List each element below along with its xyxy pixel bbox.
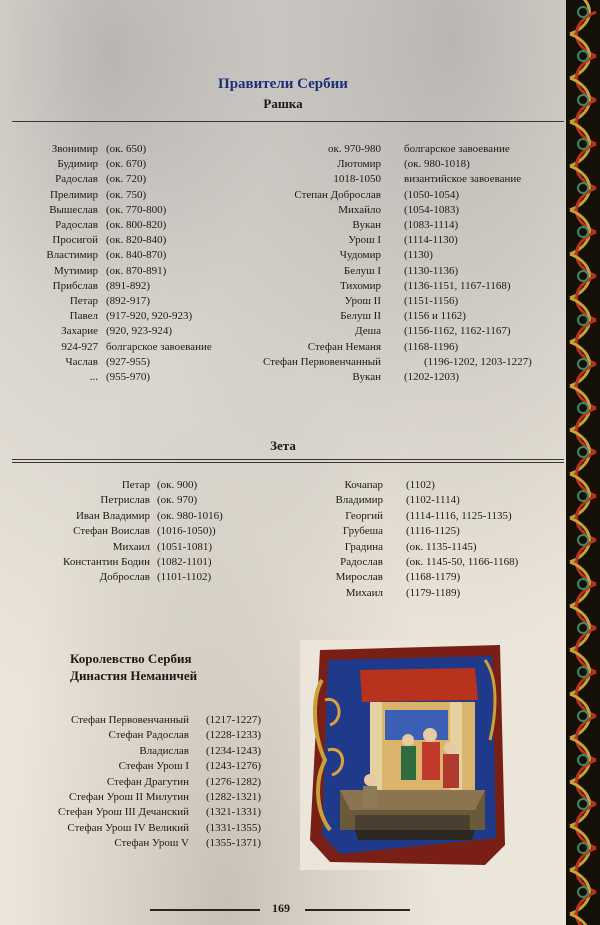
ruler-name: Будимир [57, 158, 98, 171]
reign-dates: болгарское завоевание [404, 143, 510, 155]
ruler-name: Часлав [65, 355, 98, 368]
ruler-name: Вукан [352, 371, 381, 383]
reign-dates: (1276-1282) [206, 775, 261, 788]
ruler-name: Доброслав [99, 571, 150, 584]
ruler-name: Мирослав [335, 571, 383, 584]
reign-dates: (1016-1050)) [157, 525, 216, 538]
page-title: Правители Сербии [218, 76, 348, 92]
reign-dates: (1102-1114) [406, 494, 460, 507]
ruler-name: Константин Бодин [63, 556, 150, 568]
ruler-name: Стефан Урош I [118, 760, 189, 773]
ruler-name: Степан Доброслав [294, 188, 381, 201]
ruler-name: Иван Владимир [75, 509, 150, 522]
kingdom-heading [70, 650, 197, 684]
ruler-name: Павел [69, 310, 98, 323]
divider [12, 121, 564, 122]
reign-dates: (891-892) [106, 279, 150, 292]
reign-dates: (1151-1156) [404, 295, 459, 307]
ruler-name: 1018-1050 [333, 173, 381, 186]
ruler-name: Петар [121, 479, 150, 491]
reign-dates: (1130-1136) [404, 264, 459, 277]
reign-dates: (ок. 980-1016) [157, 509, 223, 522]
reign-dates: (1116-1125) [406, 525, 460, 538]
reign-dates: (1082-1101) [157, 556, 212, 568]
ruler-name: Вышеслав [49, 203, 98, 216]
footer-rule-right [305, 909, 410, 911]
ruler-name: Лютомир [337, 158, 381, 171]
ruler-name: Георгий [345, 509, 383, 522]
reign-dates: (1168-1196) [404, 340, 459, 353]
ruler-name: Прибслав [52, 279, 98, 292]
reign-dates: (ок. 970) [157, 494, 198, 507]
reign-dates: (1179-1189) [406, 586, 461, 599]
ruler-name: Просигой [52, 234, 98, 247]
reign-dates: византийское завоевание [404, 173, 522, 186]
ruler-name: Чудомир [339, 249, 381, 262]
reign-dates: (1282-1321) [206, 791, 261, 803]
reign-dates: (1331-1355) [206, 821, 261, 834]
section-heading-zeta: Зета [270, 438, 296, 453]
ruler-name: Мутимир [53, 264, 98, 277]
ruler-name: Стефан Первовенчанный [263, 355, 381, 368]
reign-dates: (1156-1162, 1162-1167) [404, 325, 511, 338]
ruler-name: Радослав [55, 173, 98, 186]
ruler-name: Урош II [344, 295, 381, 307]
reign-dates: (1054-1083) [404, 203, 459, 216]
ruler-name: Захарие [61, 325, 98, 338]
reign-dates: (1202-1203) [404, 371, 459, 383]
reign-dates: (1114-1116, 1125-1135) [406, 509, 512, 522]
reign-dates: (1102) [406, 479, 435, 491]
footer-rule-left [150, 909, 260, 911]
reign-dates: (ок. 1135-1145) [406, 540, 477, 553]
reign-dates: (927-955) [106, 355, 150, 368]
reign-dates: (892-917) [106, 295, 150, 307]
reign-dates: (1228-1233) [206, 729, 261, 742]
ruler-name: Стефан Драгутин [106, 775, 189, 788]
reign-dates: (955-970) [106, 371, 150, 383]
reign-dates: (ок. 980-1018) [404, 158, 470, 171]
reign-dates: болгарское завоевание [106, 340, 212, 353]
ruler-name: Стефан Радослав [108, 729, 189, 742]
reign-dates: (ок. 800-820) [106, 219, 167, 231]
ruler-name: Михаил [112, 540, 150, 553]
ruler-name: ок. 970-980 [327, 143, 381, 155]
ruler-name: Стефан Неманя [307, 340, 381, 353]
reign-dates: (920, 923-924) [106, 325, 172, 338]
ruler-name: Стефан Урош IV Великий [67, 821, 189, 834]
ruler-name: Стефан Урош II Милутин [68, 791, 189, 803]
ruler-name: Стефан Урош III Дечанский [58, 806, 189, 819]
reign-dates: (ок. 820-840) [106, 234, 167, 247]
reign-dates: (1050-1054) [404, 188, 459, 201]
page-number: 169 [272, 901, 290, 915]
reign-dates: (917-920, 920-923) [106, 310, 193, 323]
ruler-name: Деша [355, 325, 381, 338]
ruler-name: Петрислав [100, 494, 150, 507]
reign-dates: (1243-1276) [206, 760, 261, 773]
illuminated-miniature-image [300, 640, 515, 870]
reign-dates: (1130) [404, 249, 433, 262]
ruler-name: Петар [69, 295, 98, 307]
ruler-name: Стефан Первовенчанный [71, 714, 189, 726]
ruler-name: Михаил [345, 586, 383, 599]
ruler-name: Градина [344, 540, 383, 553]
reign-dates: (1168-1179) [406, 571, 461, 584]
ruler-name: Властимир [46, 249, 98, 262]
ruler-name: Владислав [139, 744, 189, 757]
kingdom-heading-line1: Королевство Сербия [70, 651, 192, 666]
ruler-name: Белуш II [340, 310, 381, 323]
reign-dates: (1114-1130) [404, 234, 458, 247]
reign-dates: (1136-1151, 1167-1168) [404, 279, 511, 292]
ruler-name: Вукан [352, 219, 381, 231]
divider [12, 459, 564, 460]
ruler-name: Радослав [55, 219, 98, 231]
ruler-name: Урош I [348, 234, 381, 247]
reign-dates: (ок. 770-800) [106, 203, 167, 216]
ruler-name: Белуш I [343, 264, 381, 277]
ruler-name: Прелимир [49, 188, 98, 201]
reign-dates: (ок. 1145-50, 1166-1168) [406, 556, 519, 568]
ruler-name: Михайло [338, 203, 381, 216]
ruler-name: Грубеша [342, 525, 383, 538]
ruler-name: ... [89, 371, 98, 383]
reign-dates: (ок. 720) [106, 173, 147, 186]
reign-dates: (ок. 900) [157, 479, 198, 491]
reign-dates: (1101-1102) [157, 571, 212, 584]
ruler-name: Владимир [335, 494, 383, 507]
ruler-name: Звонимир [51, 143, 98, 155]
reign-dates: (ок. 750) [106, 188, 147, 201]
decorative-border [566, 0, 600, 925]
reign-dates: (1196-1202, 1203-1227) [424, 355, 532, 368]
reign-dates: (1321-1331) [206, 806, 261, 819]
reign-dates: (1217-1227) [206, 714, 261, 726]
kingdom-heading-line2: Династия Неманичей [70, 668, 198, 683]
ruler-name: Тихомир [339, 279, 381, 292]
reign-dates: (1156 и 1162) [404, 310, 466, 323]
section-heading-raska: Рашка [263, 96, 303, 111]
reign-dates: (1051-1081) [157, 540, 212, 553]
reign-dates: (1234-1243) [206, 744, 261, 757]
ruler-name: Стефан Урош V [114, 837, 189, 850]
reign-dates: (1355-1371) [206, 837, 261, 850]
reign-dates: (ок. 870-891) [106, 264, 167, 277]
ruler-name: 924-927 [61, 340, 98, 353]
reign-dates: (ок. 840-870) [106, 249, 167, 262]
ruler-name: Кочапар [344, 479, 383, 491]
ruler-name: Стефан Воислав [73, 525, 150, 538]
reign-dates: (1083-1114) [404, 219, 459, 231]
reign-dates: (ок. 670) [106, 158, 147, 171]
ruler-name: Радослав [340, 556, 383, 568]
celtic-knot-icon [566, 0, 600, 925]
reign-dates: (ок. 650) [106, 143, 147, 155]
